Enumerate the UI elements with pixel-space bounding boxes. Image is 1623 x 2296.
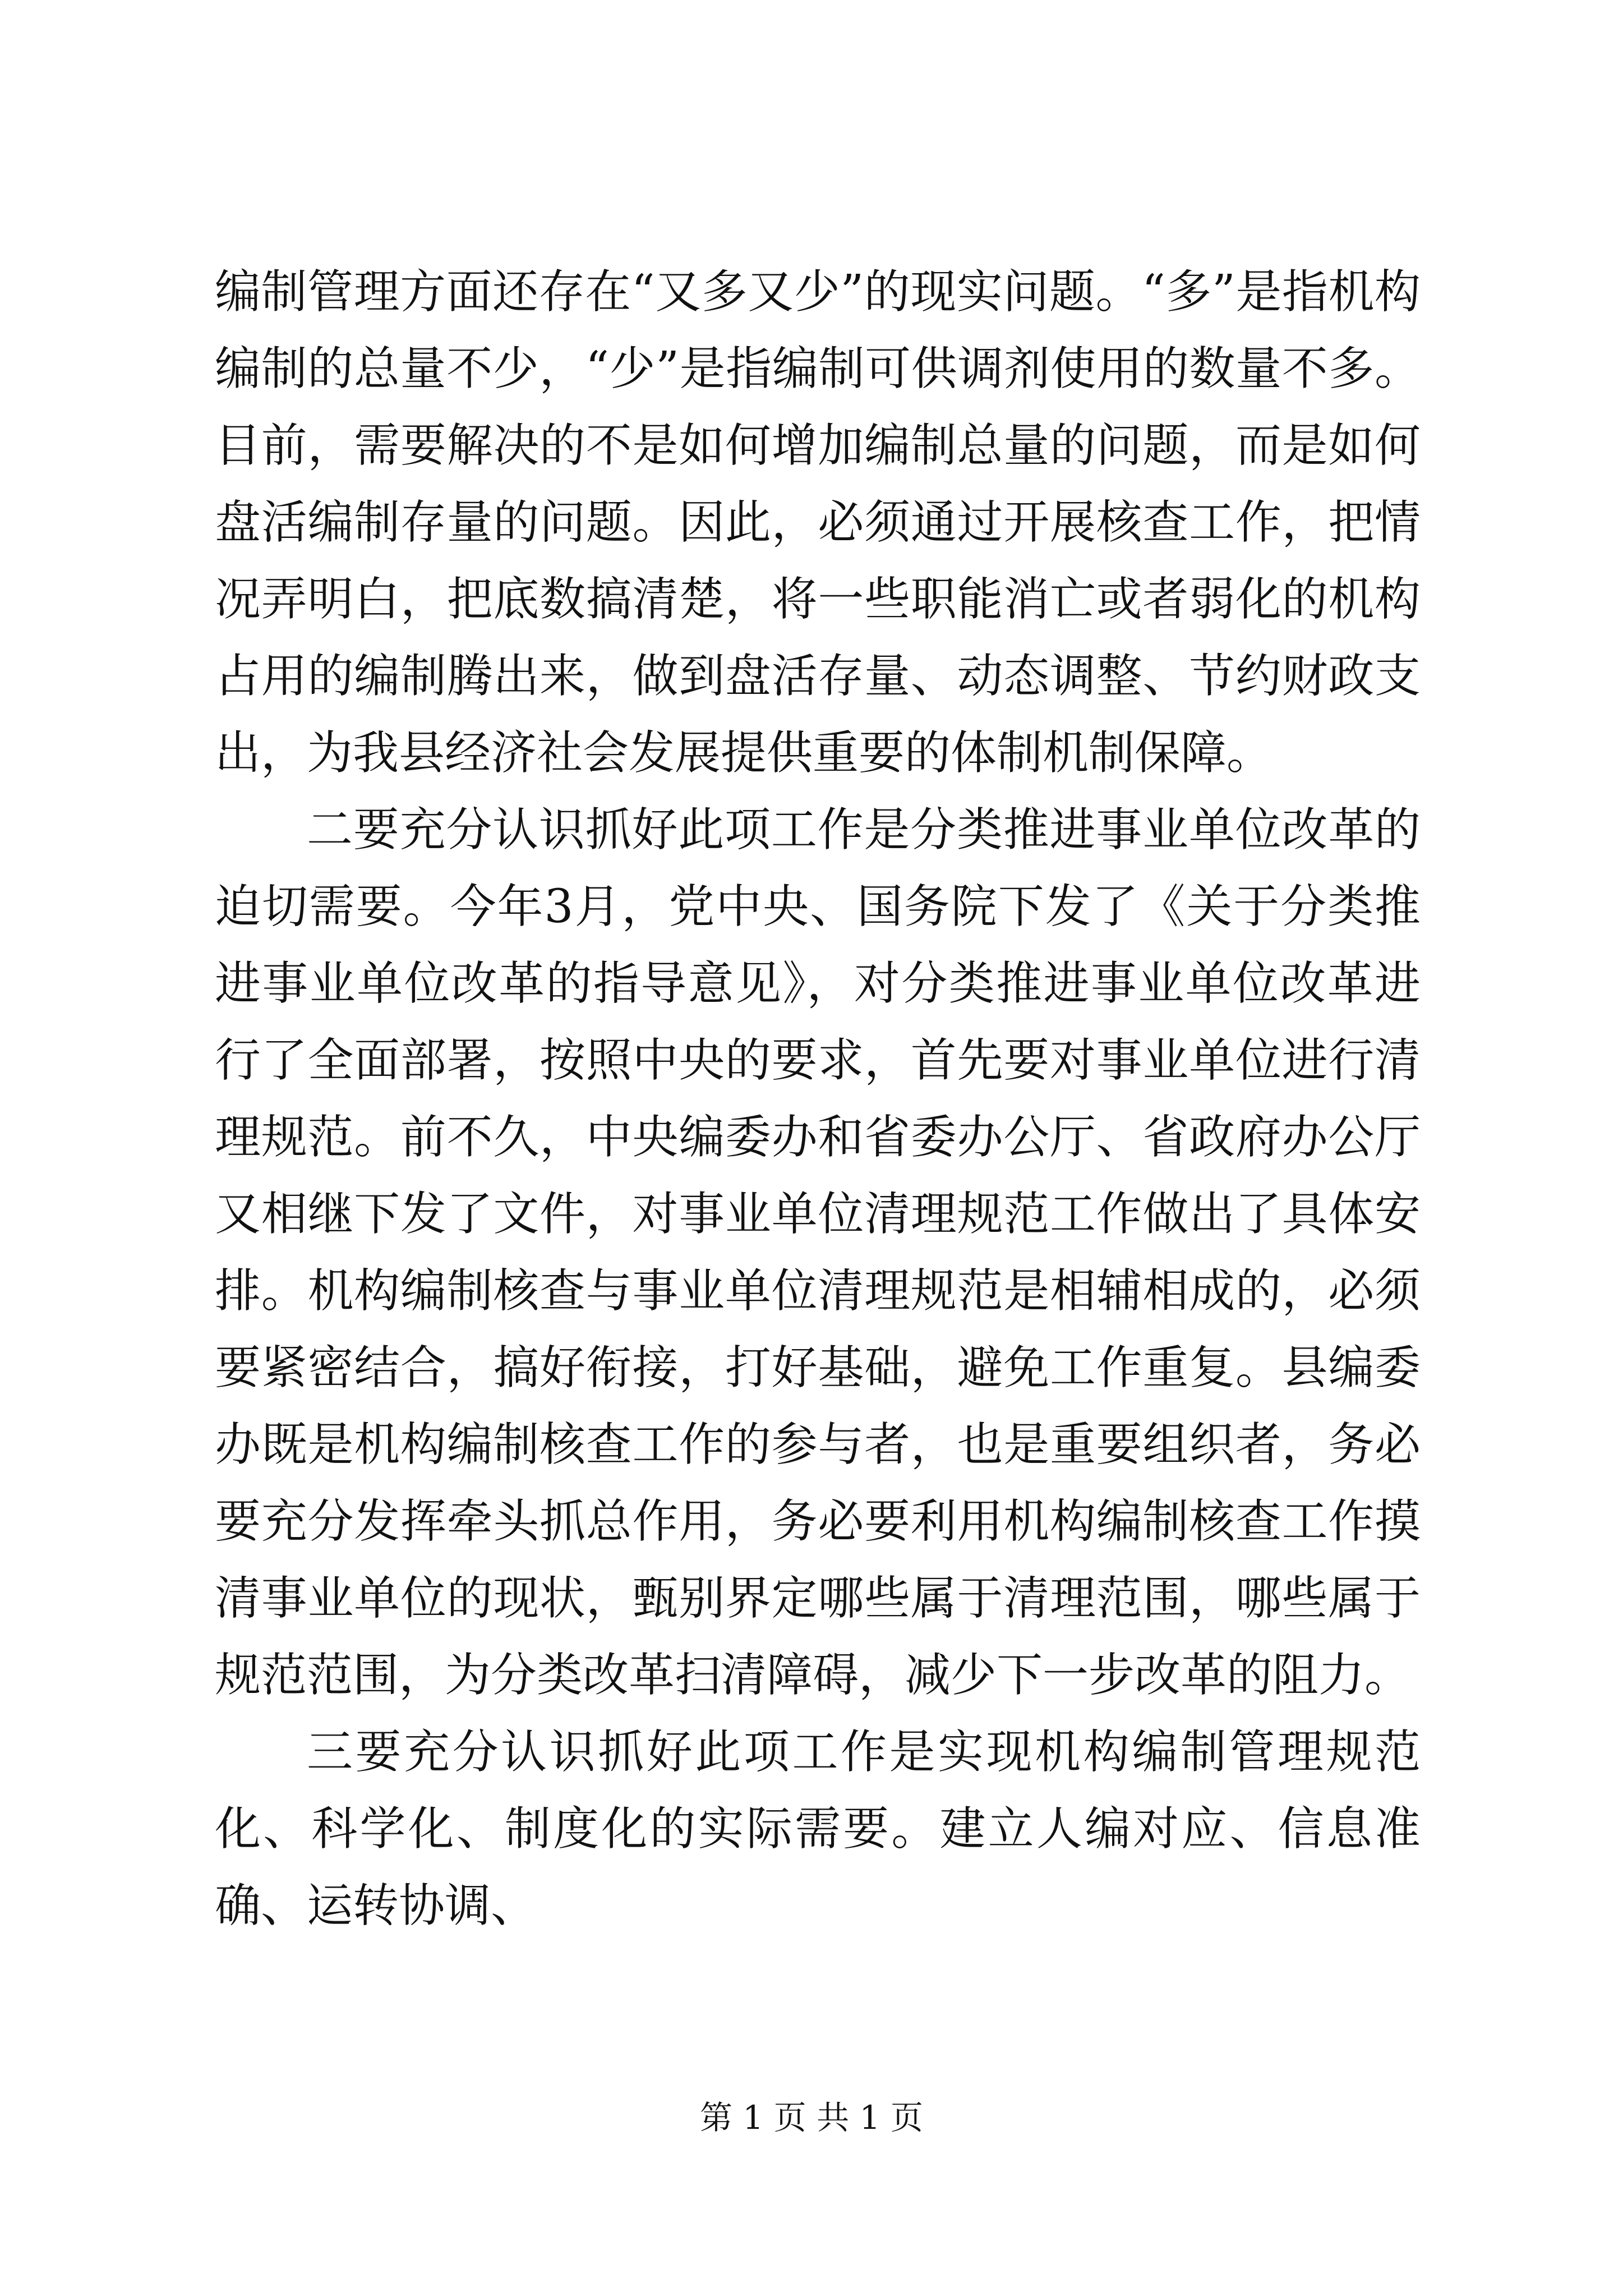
page-number-label: 第 1 页 共 1 页	[700, 2099, 923, 2137]
page-footer	[0, 2095, 1623, 2140]
paragraph-third-point: 三要充分认识抓好此项工作是实现机构编制管理规范化、科学化、制度化的实际需要。建立人编对应、信息准确、运转协调、	[215, 1726, 1421, 1932]
document-body	[215, 254, 1421, 1944]
paragraph-continuation: 编制管理方面还存在“又多又少”的现实问题。“多”是指机构编制的总量不少，“少”是指编制可供调剂使用的数量不多。目前，需要解决的不是如何增加编制总量的问题，而是如何盘活编制存量的问题。因此，必须通过开展核查工作，把情况弄明白，把底数搞清楚，将一些职能消亡或者弱化的机构占用的编制腾出来，做到盘活存量、动态调整、节约财政支出，为我县经济社会发展提供重要的体制机制保障。	[215, 265, 1421, 780]
paragraph-second-point: 二要充分认识抓好此项工作是分类推进事业单位改革的迫切需要。今年3月，党中央、国务院下发了《关于分类推进事业单位改革的指导意见》，对分类推进事业单位改革进行了全面部署，按照中央的要求，首先要对事业单位进行清理规范。前不久，中央编委办和省委办公厅、省政府办公厅又相继下发了文件，对事业单位清理规范工作做出了具体安排。机构编制核查与事业单位清理规范是相辅相成的，必须要紧密结合，搞好衔接，打好基础，避免工作重复。县编委办既是机构编制核查工作的参与者，也是重要组织者，务必要充分发挥牵头抓总作用，务必要利用机构编制核查工作摸清事业单位的现状，甄别界定哪些属于清理范围，哪些属于规范范围，为分类改革扫清障碍，减少下一步改革的阻力。	[215, 803, 1421, 1702]
